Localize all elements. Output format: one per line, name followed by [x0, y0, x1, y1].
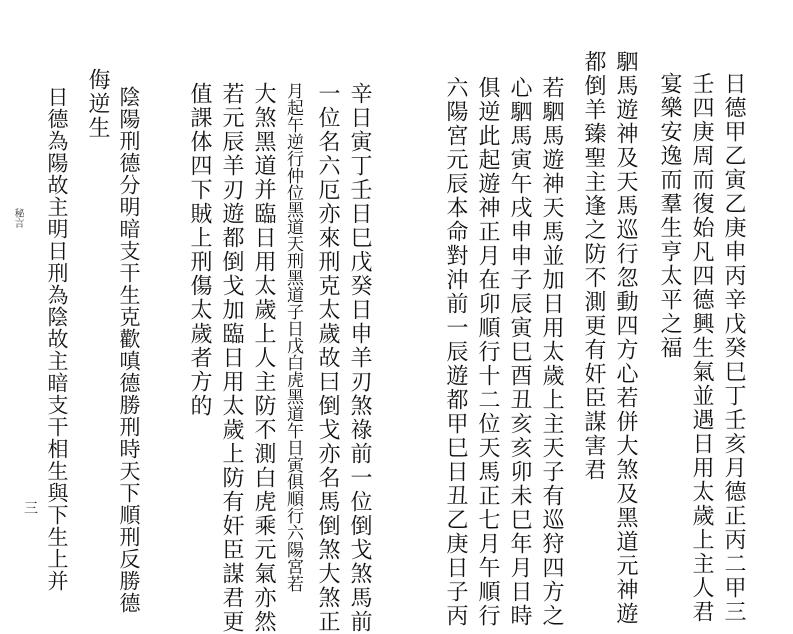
- text-column-5: 都倒羊臻聖主逢之防不測更有奸臣謀害君: [581, 50, 606, 482]
- text-column-7: 心駟馬寅午戌申申子辰寅巳酉丑亥亥卯未巳年月日時: [507, 76, 532, 628]
- text-column-14: 若元辰羊刃遊都倒戈加臨日用太歲上防有奸臣謀君更: [219, 82, 244, 634]
- text-column-16: 陰陽刑德分明暗支干生克歡嗔德勝刑時天下順刑反勝德: [117, 86, 141, 614]
- text-column-11: 一位名六厄亦來刑克太歲故曰倒戈亦名馬倒煞大煞正: [315, 82, 340, 634]
- page-number: 三: [24, 501, 38, 517]
- text-column-4: 駟馬遊神及天馬巡行忽動四方心若併大煞及黑道元神遊: [613, 50, 638, 626]
- text-column-3: 宴樂安逸而羣生亨太平之福: [657, 72, 682, 360]
- text-column-18: 日德為陽故主明日刑為陰故主暗支干相生與下生上并: [45, 86, 69, 592]
- text-column-6: 若駟馬遊神天馬並加日用太歲上主天子有巡狩四方之: [539, 76, 564, 628]
- text-column-2: 壬四庚周而復始凡四德興生氣並遇日用太歲上主人君: [689, 72, 714, 624]
- text-column-15: 值課体四下賊上刑傷太歲者方的: [187, 82, 212, 418]
- text-column-13: 大煞黑道并臨日用太歲上人主防不測白虎乘元氣亦然: [251, 82, 276, 634]
- text-column-1: 日德甲乙寅乙庚申丙辛戊癸巳丁壬亥月德正丙二甲三: [721, 72, 746, 624]
- text-column-10: 辛日寅丁壬日巳戊癸日申羊刃煞祿前一位倒戈煞馬前: [347, 82, 372, 634]
- margin-label: 秘言: [12, 208, 23, 228]
- text-column-8: 俱逆此起遊神正月在卯順行十二位天馬正七月午順行: [475, 76, 500, 628]
- text-column-17: 侮逆生: [85, 68, 110, 140]
- text-column-9: 六陽宮元辰本命對沖前一辰遊都甲巳日丑乙庚日子丙: [443, 76, 468, 628]
- text-column-12: 月起午逆行仲位黑道天刑黑道子日戊白虎黑道午日寅俱順行六陽宮若: [283, 82, 303, 592]
